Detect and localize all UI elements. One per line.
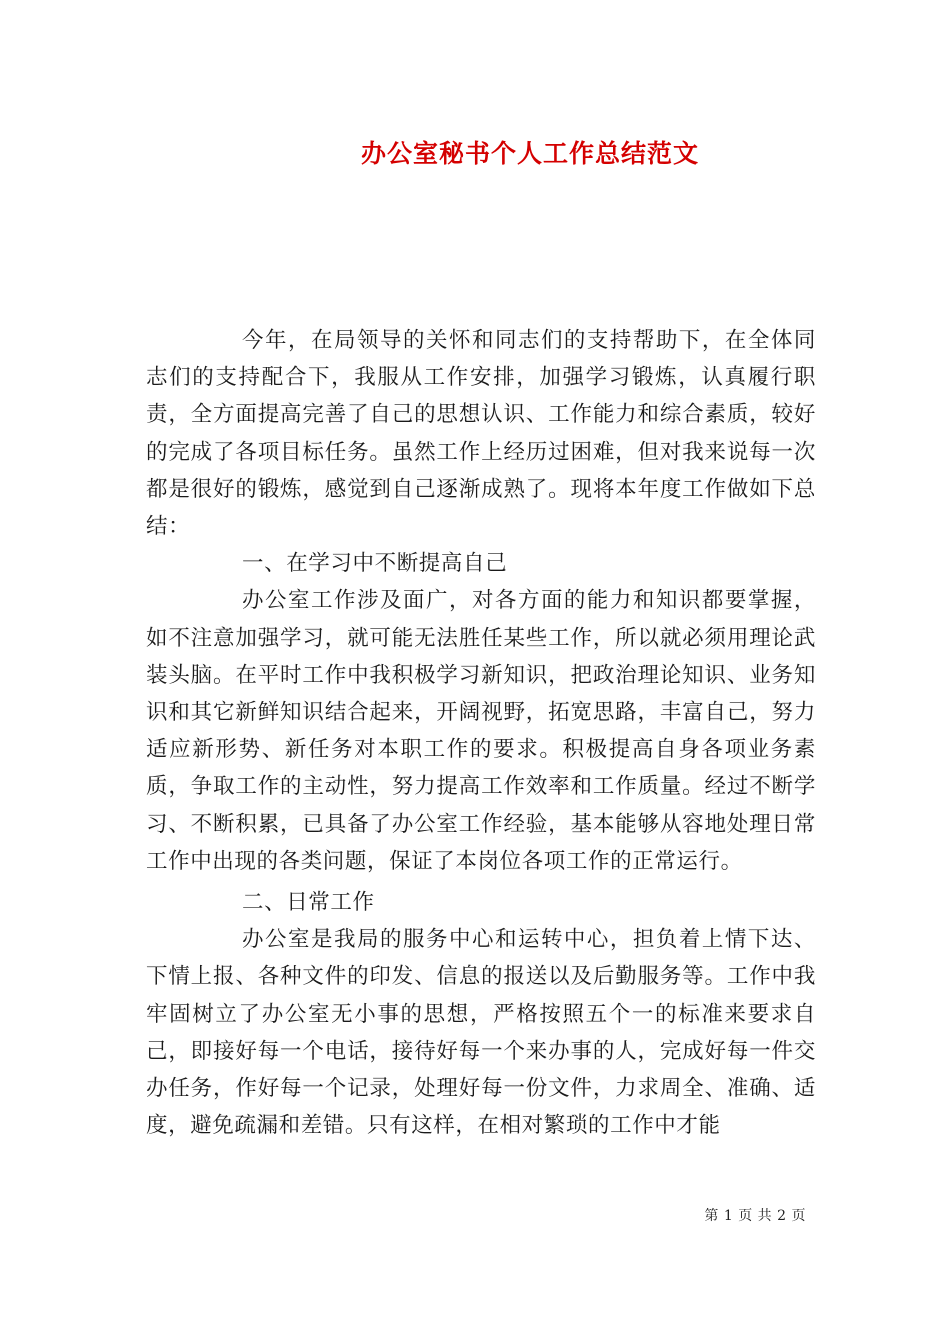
paragraph-intro: 今年，在局领导的关怀和同志们的支持帮助下，在全体同志们的支持配合下，我服从工作安排，加强学习锻炼，认真履行职责，全方面提高完善了自己的思想认识、工作能力和综合素质，较好的完成了各项目标任务。虽然工作上经历过困难，但对我来说每一次都是很好的锻炼，感觉到自己逐渐成熟了。现将本年度工作做如下总结： [146,328,816,540]
page-footer: 第 1 页 共 2 页 [704,1208,806,1224]
section-heading-2: 二、日常工作 [242,890,375,916]
document-title: 办公室秘书个人工作总结范文 [360,139,699,168]
section-heading-1: 一、在学习中不断提高自己 [242,551,508,577]
paragraph-study: 办公室工作涉及面广，对各方面的能力和知识都要掌握，如不注意加强学习，就可能无法胜任某些工作，所以就必须用理论武装头脑。在平时工作中我积极学习新知识，把政治理论知识、业务知识和其它新鲜知识结合起来，开阔视野，拓宽思路，丰富自己，努力适应新形势、新任务对本职工作的要求。积极提高自身各项业务素质，争取工作的主动性，努力提高工作效率和工作质量。经过不断学习、不断积累，已具备了办公室工作经验，基本能够从容地处理日常工作中出现的各类问题，保证了本岗位各项工作的正常运行。 [146,588,816,874]
document-body [146,322,816,1144]
paragraph-daily-work: 办公室是我局的服务中心和运转中心，担负着上情下达、下情上报、各种文件的印发、信息的报送以及后勤服务等。工作中我牢固树立了办公室无小事的思想，严格按照五个一的标准来要求自己，即接好每一个电话，接待好每一个来办事的人，完成好每一件交办任务，作好每一个记录，处理好每一份文件，力求周全、准确、适度，避免疏漏和差错。只有这样，在相对繁琐的工作中才能 [146,927,816,1139]
